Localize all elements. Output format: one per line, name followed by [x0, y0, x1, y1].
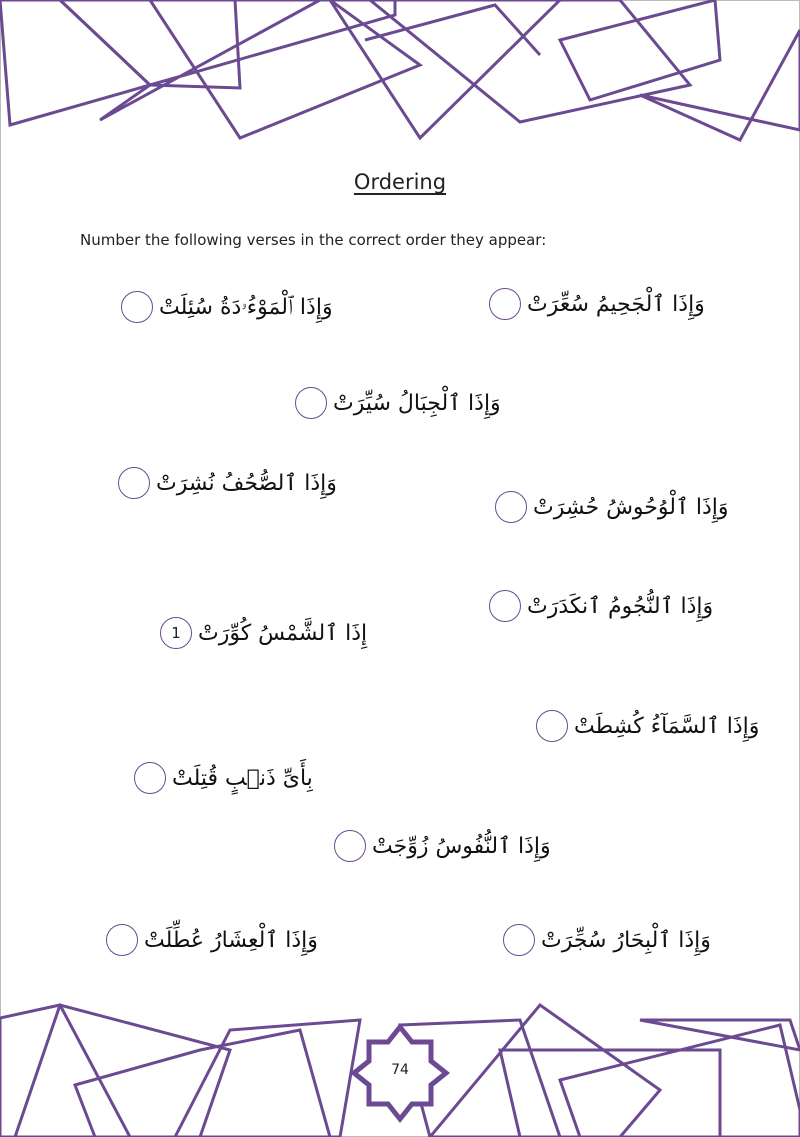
answer-circle[interactable]: 1	[160, 617, 192, 649]
verse-item	[118, 467, 337, 499]
verse-item	[489, 590, 713, 622]
verse-text: وَإِذَا ٱلسَّمَآءُ كُشِطَتْ	[574, 713, 760, 739]
verse-text: وَإِذَا ٱلنُّفُوسُ زُوِّجَتْ	[372, 833, 551, 859]
instruction-text: Number the following verses in the correct order they appear:	[80, 231, 547, 249]
verse-item	[160, 617, 367, 649]
answer-circle[interactable]	[121, 291, 153, 323]
verse-text: وَإِذَا ٱلْجَحِيمُ سُعِّرَتْ	[527, 291, 705, 317]
answer-circle[interactable]	[134, 762, 166, 794]
verse-text: وَإِذَا ٱلصُّحُفُ نُشِرَتْ	[156, 470, 337, 496]
verse-item	[134, 762, 313, 794]
verse-item	[495, 491, 729, 523]
verse-item	[295, 387, 501, 419]
answer-circle[interactable]	[489, 288, 521, 320]
verse-text: وَإِذَا ٱلْوُحُوشُ حُشِرَتْ	[533, 494, 729, 520]
verse-text: وَإِذَا ٱلْجِبَالُ سُيِّرَتْ	[333, 390, 501, 416]
verse-text: إِذَا ٱلشَّمْسُ كُوِّرَتْ	[198, 620, 368, 646]
answer-circle[interactable]	[295, 387, 327, 419]
verse-item	[121, 291, 333, 323]
page-number: 74	[391, 1062, 409, 1078]
answer-circle[interactable]	[503, 924, 535, 956]
answer-circle[interactable]	[106, 924, 138, 956]
verse-item	[106, 924, 318, 956]
verse-text: وَإِذَا ٱلنُّجُومُ ٱنكَدَرَتْ	[527, 593, 714, 619]
verse-text: بِأَىِّ ذَنۢبٍ قُتِلَتْ	[172, 765, 313, 791]
page-title: Ordering	[353, 170, 447, 194]
answer-circle[interactable]	[495, 491, 527, 523]
answer-circle[interactable]	[536, 710, 568, 742]
verse-text: وَإِذَا ٱلْمَوْءُۥدَةُ سُئِلَتْ	[159, 294, 333, 320]
verse-text: وَإِذَا ٱلْعِشَارُ عُطِّلَتْ	[144, 927, 318, 953]
verse-text: وَإِذَا ٱلْبِحَارُ سُجِّرَتْ	[541, 927, 711, 953]
verse-item	[503, 924, 711, 956]
verse-item	[334, 830, 551, 862]
answer-circle[interactable]	[118, 467, 150, 499]
verse-item	[489, 288, 705, 320]
answer-circle[interactable]	[334, 830, 366, 862]
top-geometric-decoration	[0, 0, 800, 150]
verse-item	[536, 710, 759, 742]
answer-circle[interactable]	[489, 590, 521, 622]
